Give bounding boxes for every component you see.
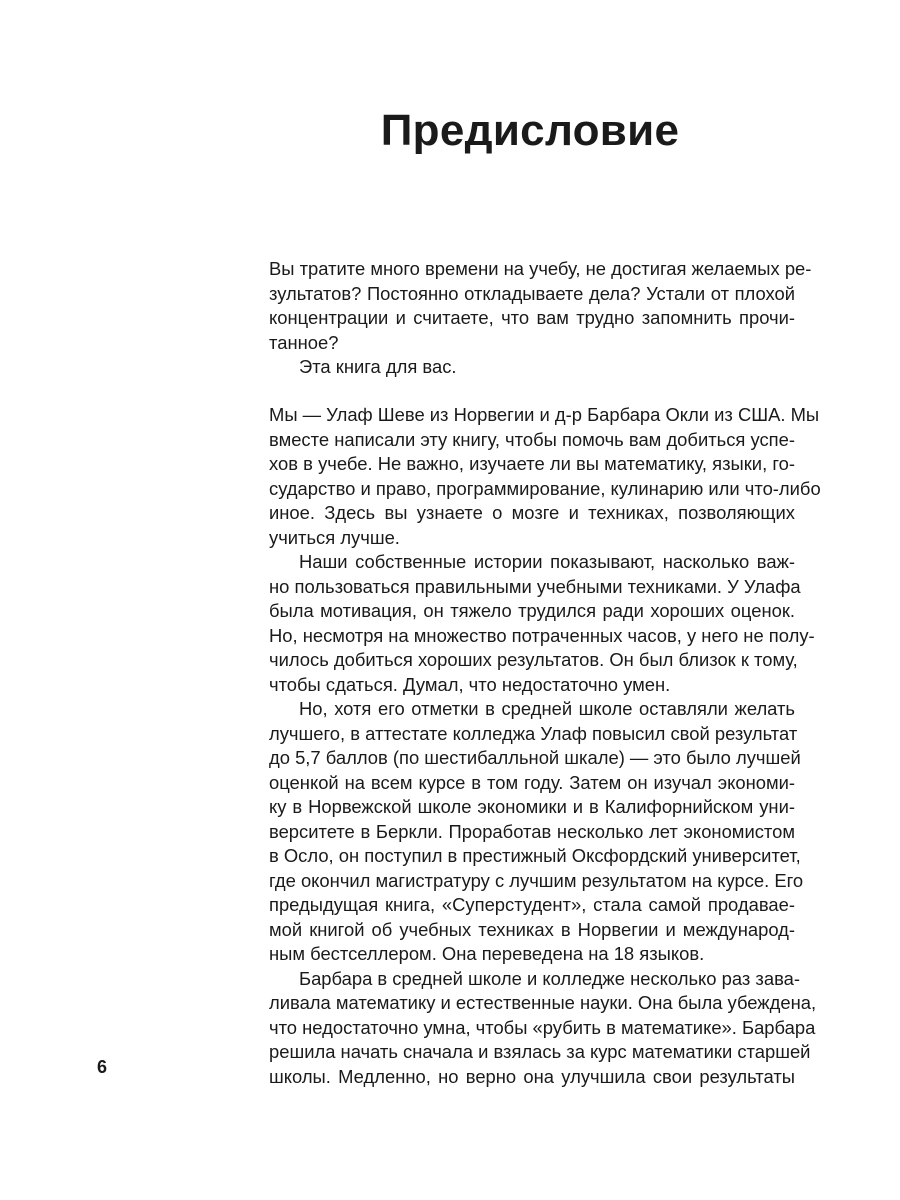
text-line: Но, хотя его отметки в средней школе оставляли желать <box>299 698 795 719</box>
intro-paragraph-2 <box>269 355 795 380</box>
text-line: концентрации и считаете, что вам трудно запомнить прочи- <box>269 307 795 328</box>
text-line: Наши собственные истории показывают, насколько важ- <box>299 551 795 572</box>
text-line: хов в учебе. Не важно, изучаете ли вы математику, языки, го- <box>269 453 795 474</box>
main-paragraph-3 <box>269 697 804 967</box>
text-line: Эта книга для вас. <box>299 356 457 377</box>
text-line: мой книгой об учебных техниках в Норвегии и международ- <box>269 918 795 940</box>
main-paragraph-2 <box>269 550 815 697</box>
text-line: Барбара в средней школе и колледже несколько раз зава- <box>299 967 800 989</box>
text-line: Но, несмотря на множество потраченных часов, у него не полу- <box>269 624 815 646</box>
text-line: ным бестселлером. Она переведена на 18 языков. <box>269 943 705 964</box>
text-line: лучшего, в аттестате колледжа Улаф повысил свой результат <box>269 722 798 744</box>
text-line: решила начать сначала и взялась за курс математики старшей <box>269 1041 811 1062</box>
page-number: 6 <box>97 1057 108 1077</box>
text-line: до 5,7 баллов (по шестибалльной шкале) — это было лучшей <box>269 747 801 768</box>
text-line: чтобы сдаться. Думал, что недостаточно умен. <box>269 673 671 695</box>
main-section <box>269 403 821 1089</box>
text-line: учиться лучше. <box>269 526 400 548</box>
main-paragraph-4 <box>269 967 817 1090</box>
intro-section <box>269 257 812 380</box>
text-line: зультатов? Постоянно откладываете дела? Устали от плохой <box>269 282 795 304</box>
text-line: школы. Медленно, но верно она улучшила свои результаты <box>269 1065 795 1087</box>
main-paragraph-1 <box>269 403 821 550</box>
text-line: оценкой на всем курсе в том году. Затем он изучал экономи- <box>269 771 795 793</box>
text-line: что недостаточно умна, чтобы «рубить в математике». Барбара <box>269 1016 816 1038</box>
text-line: танное? <box>269 331 339 353</box>
text-line: ливала математику и естественные науки. Она была убеждена, <box>269 992 817 1013</box>
text-line: иное. Здесь вы узнаете о мозге и техниках, позволяющих <box>269 502 795 523</box>
text-line: предыдущая книга, «Суперстудент», стала самой продавае- <box>269 894 795 915</box>
text-line: где окончил магистратуру с лучшим результатом на курсе. Его <box>269 869 804 891</box>
text-line: вместе написали эту книгу, чтобы помочь вам добиться успе- <box>269 428 795 450</box>
text-line: сударство и право, программирование, кулинарию или что-либо <box>269 477 821 499</box>
text-line: в Осло, он поступил в престижный Оксфордский университет, <box>269 845 801 866</box>
text-line: чилось добиться хороших результатов. Он был близок к тому, <box>269 649 798 670</box>
text-line: ку в Норвежской школе экономики и в Калифорнийском уни- <box>269 796 795 817</box>
intro-paragraph-1 <box>269 257 812 355</box>
text-line: но пользоваться правильными учебными техниками. У Улафа <box>269 575 801 597</box>
text-line: была мотивация, он тяжело трудился ради хороших оценок. <box>269 600 795 621</box>
text-line: Мы — Улаф Шеве из Норвегии и д-р Барбара Окли из США. Мы <box>269 404 820 425</box>
text-line: верситете в Беркли. Проработав несколько лет экономистом <box>269 820 795 842</box>
text-line: Вы тратите много времени на учебу, не достигая желаемых ре- <box>269 258 812 279</box>
page-title: Предисловие <box>380 106 680 155</box>
